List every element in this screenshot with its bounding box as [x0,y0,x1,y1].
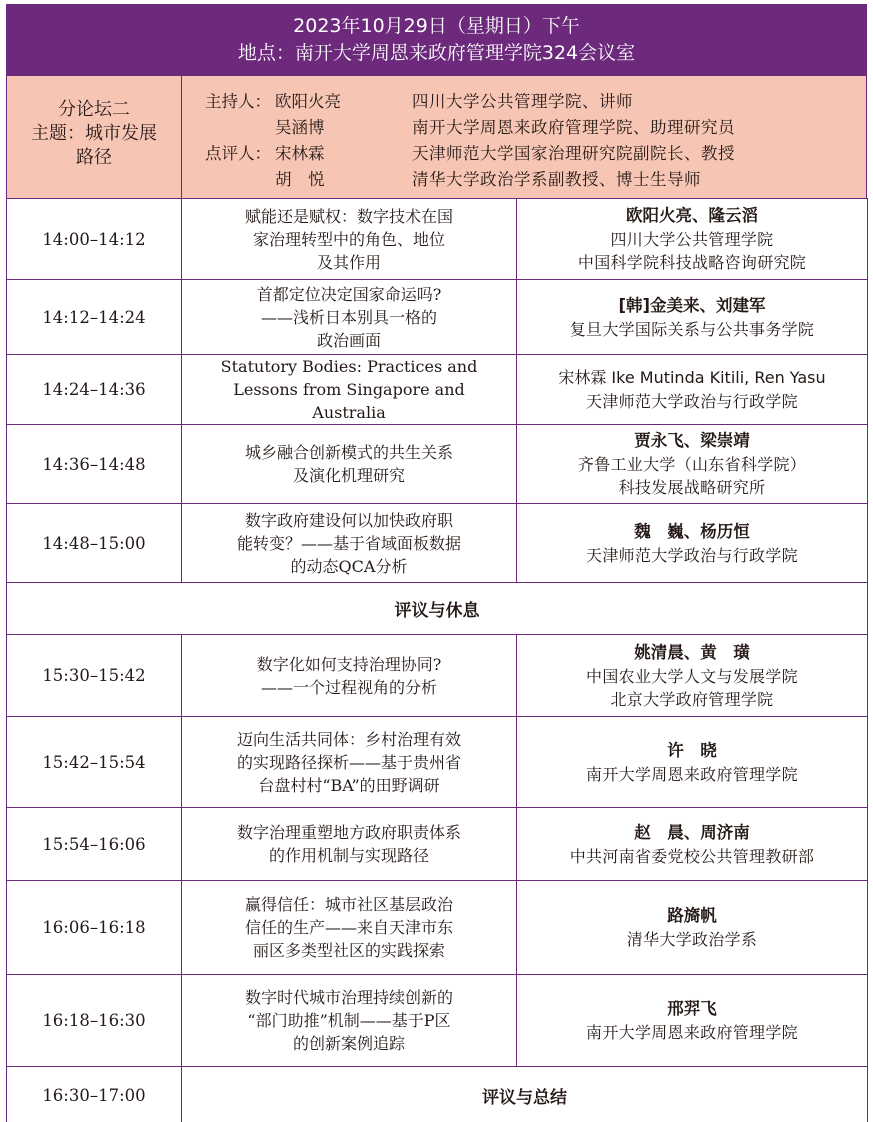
session-time: 16:18–16:30 [7,975,182,1067]
person-name: 吴涵博 [275,118,325,137]
session-time: 15:30–15:42 [7,635,182,717]
session-time: 14:00–14:12 [7,199,182,280]
person-row [205,141,735,167]
topic-line: 数字时代城市治理持续创新的 [244,988,453,1007]
session-topic [182,504,517,583]
forum-title [7,76,182,198]
speaker-names: 魏 巍、杨历恒 [634,521,750,541]
topic-line: 数字政府建设何以加快政府职 [244,510,453,530]
forum-title-line: 分论坛二 [58,99,130,120]
table-row [7,975,868,1067]
speaker-names: 宋林霖 Ike Mutinda Kitili, Ren Yasu [558,368,826,387]
header-date: 2023年10月29日（星期日）下午 [293,15,580,37]
person-affiliation: 南开大学周恩来政府管理学院、助理研究员 [412,118,735,137]
speaker-affiliation: 中共河南省委党校公共管理教研部 [569,846,815,866]
speaker-names: 路旖帆 [667,906,717,925]
session-time: 14:36–14:48 [7,425,182,504]
topic-line: 数字治理重塑地方政府职责体系 [236,823,461,842]
session-speakers [517,504,868,583]
table-row [7,355,868,425]
speaker-affiliation: 齐鲁工业大学（山东省科学院） [577,455,807,474]
person-name: 宋林霖 [275,144,325,163]
schedule-table [6,198,868,1122]
session-time: 15:42–15:54 [7,717,182,808]
session-speakers [517,199,868,280]
session-speakers [517,425,868,504]
session-topic [182,355,517,425]
speaker-names: 欧阳火亮、隆云滔 [626,206,758,225]
person-affiliation: 四川大学公共管理学院、讲师 [412,92,633,111]
speaker-affiliation: 科技发展战略研究所 [618,478,766,497]
forum-people [205,89,735,193]
topic-line: 赢得信任：城市社区基层政治 [244,895,453,914]
speaker-affiliation: 天津师范大学政治与行政学院 [586,545,798,565]
topic-line: 迈向生活共同体：乡村治理有效 [236,729,461,749]
session-topic [182,717,517,808]
topic-line: 的实现路径探析——基于贵州省 [236,752,461,772]
person-role: 点评人： [205,144,271,163]
topic-line: 政治画面 [316,330,381,350]
topic-line: 首都定位决定国家命运吗? [256,284,442,304]
topic-line: Lessons from Singapore and [233,380,465,399]
session-speakers [517,280,868,355]
closing-row [7,1067,868,1122]
forum-title-line: 主题：城市发展 [31,123,157,144]
session-time: 14:48–15:00 [7,504,182,583]
speaker-affiliation: 中国科学院科技战略咨询研究院 [577,253,807,272]
session-topic [182,808,517,881]
speaker-names: 赵 晨、周济南 [634,822,750,842]
session-speakers [517,975,868,1067]
person-role: 主持人： [205,92,271,111]
topic-line: Australia [312,403,386,422]
session-speakers [517,635,868,717]
speaker-affiliation: 清华大学政治学系 [626,930,758,949]
speaker-affiliation: 南开大学周恩来政府管理学院 [586,1023,798,1042]
topic-line: 及演化机理研究 [292,466,405,485]
person-role [205,115,275,141]
topic-line: 的创新案例追踪 [292,1034,405,1053]
speaker-names: 许 晓 [667,740,717,760]
speaker-affiliation: 天津师范大学政治与行政学院 [586,392,798,411]
session-topic [182,425,517,504]
forum-info [6,76,867,198]
person-role [205,167,275,193]
topic-line: 城乡融合创新模式的共生关系 [244,443,453,462]
speaker-names: 姚清晨、黄 璜 [634,642,750,662]
topic-line: 的动态QCA分析 [290,556,408,576]
speaker-names: [韩]金美来、刘建军 [618,295,766,315]
session-topic [182,635,517,717]
speaker-names: 贾永飞、梁崇靖 [634,431,750,450]
table-row [7,199,868,280]
session-time: 14:12–14:24 [7,280,182,355]
session-time: 16:06–16:18 [7,881,182,975]
session-speakers [517,881,868,975]
person-name: 欧阳火亮 [275,92,341,111]
schedule-header [6,4,867,76]
topic-line: 数字化如何支持治理协同? [256,654,442,674]
session-speakers [517,808,868,881]
topic-line: “部门助推”机制——基于P区 [247,1011,451,1030]
break-label: 评议与休息 [7,583,868,635]
session-topic [182,280,517,355]
table-row [7,425,868,504]
topic-line: 家治理转型中的角色、地位 [252,229,445,249]
header-location: 地点：南开大学周恩来政府管理学院324会议室 [237,42,636,64]
speaker-names: 邢羿飞 [667,999,717,1018]
topic-line: 能转变？——基于省域面板数据 [236,533,461,553]
person-affiliation: 天津师范大学国家治理研究院副院长、教授 [412,144,735,163]
forum-title-line: 路径 [76,147,112,168]
topic-line: 台盘村村“BA”的田野调研 [258,775,440,795]
session-topic [182,881,517,975]
topic-line: ——一个过程视角的分析 [260,677,437,697]
table-row [7,635,868,717]
closing-label: 评议与总结 [182,1067,868,1122]
break-row [7,583,868,635]
person-row [205,167,735,193]
topic-line: 的作用机制与实现路径 [268,846,429,865]
session-speakers [517,717,868,808]
topic-line: 信任的生产——来自天津市东 [244,918,453,937]
topic-line: 赋能还是赋权：数字技术在国 [244,206,453,226]
speaker-affiliation: 中国农业大学人文与发展学院 [586,666,798,686]
table-row [7,808,868,881]
person-row [205,89,735,115]
table-row [7,881,868,975]
table-row [7,717,868,808]
session-time: 14:24–14:36 [7,355,182,425]
person-row [205,115,735,141]
session-speakers [517,355,868,425]
speaker-affiliation: 复旦大学国际关系与公共事务学院 [569,319,815,339]
topic-line: 及其作用 [316,252,381,272]
topic-line: Statutory Bodies: Practices and [220,357,478,376]
session-topic [182,975,517,1067]
session-topic [182,199,517,280]
table-row [7,280,868,355]
speaker-affiliation: 四川大学公共管理学院 [610,230,774,249]
person-name: 胡 悦 [275,170,325,189]
person-affiliation: 清华大学政治学系副教授、博士生导师 [412,170,701,189]
table-row [7,504,868,583]
speaker-affiliation: 南开大学周恩来政府管理学院 [586,764,798,784]
session-time: 16:30–17:00 [7,1067,182,1122]
topic-line: ——浅析日本别具一格的 [260,307,437,327]
speaker-affiliation: 北京大学政府管理学院 [610,689,774,709]
topic-line: 丽区多类型社区的实践探索 [252,941,445,960]
session-time: 15:54–16:06 [7,808,182,881]
